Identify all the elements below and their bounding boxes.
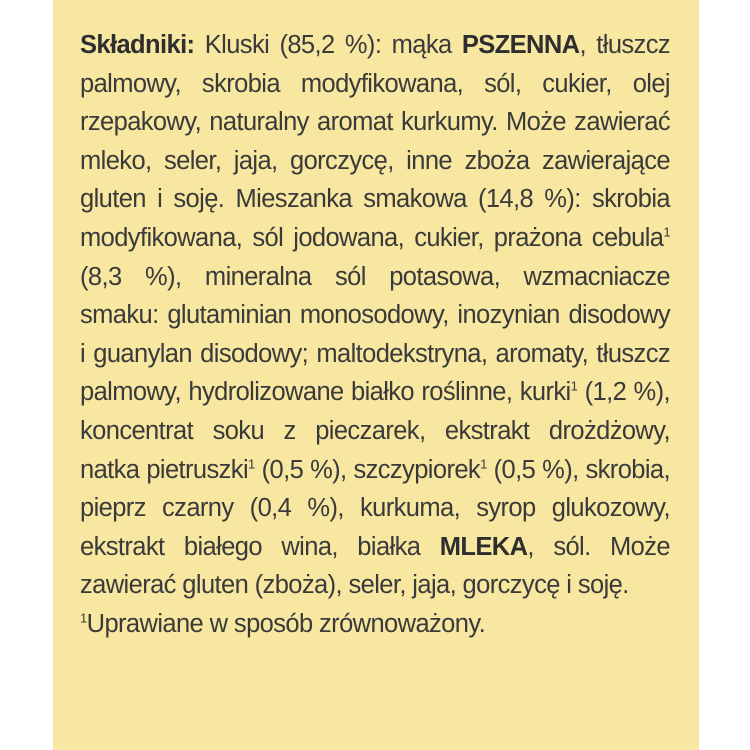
ingredients-segment: Kluski (85,2 %): mąka bbox=[204, 31, 462, 59]
ingredients-segment: (0,5 %), skrobia, pieprz czarny (0,4 %), kurkuma, syrop glukozowy, ekstrakt białego wina, białka bbox=[80, 455, 670, 561]
ingredients-text bbox=[80, 26, 670, 644]
footnote-text: Uprawiane w sposób zrównoważony. bbox=[86, 609, 486, 638]
ingredients-segment: , sól. Może zawierać gluten (zboża), seler, jaja, gorczycę i soję. bbox=[80, 532, 670, 600]
ingredients-body bbox=[80, 31, 670, 599]
allergen-highlight: MLEKA bbox=[439, 532, 528, 561]
footnote-ref: 1 bbox=[480, 456, 487, 472]
ingredients-heading: Składniki: bbox=[80, 31, 195, 59]
ingredients-segment: (8,3 %), mineralna sól potasowa, wzmacniacze smaku: glutaminian monosodowy, inozynian disodowy i guanylan disodowy; maltodekstryna, aromaty, tłuszcz palmowy, hydrolizowane białko roślinne, kurki bbox=[80, 262, 670, 407]
ingredients-segment: (1,2 %), koncentrat soku z pieczarek, ekstrakt drożdżowy, natka pietruszki bbox=[80, 378, 670, 484]
allergen-highlight: PSZENNA bbox=[461, 31, 580, 59]
footnote-ref: 1 bbox=[248, 456, 255, 472]
ingredients-segment: , tłuszcz palmowy, skrobia modyfikowana, sól, cukier, olej rzepakowy, naturalny aromat kurkumy. Może zawierać mleko, seler, jaja, gorczycę, inne zboża zawierające gluten i soję. Mieszanka smakowa (14,8 %): skrobia modyfikowana, sól jodowana, cukier, prażona cebula bbox=[80, 31, 671, 252]
ingredients-segment: (0,5 %), szczypiorek bbox=[254, 455, 481, 484]
footnote-ref: 1 bbox=[663, 224, 670, 240]
footnote-ref: 1 bbox=[570, 378, 578, 394]
footnote-mark: 1 bbox=[80, 610, 87, 626]
